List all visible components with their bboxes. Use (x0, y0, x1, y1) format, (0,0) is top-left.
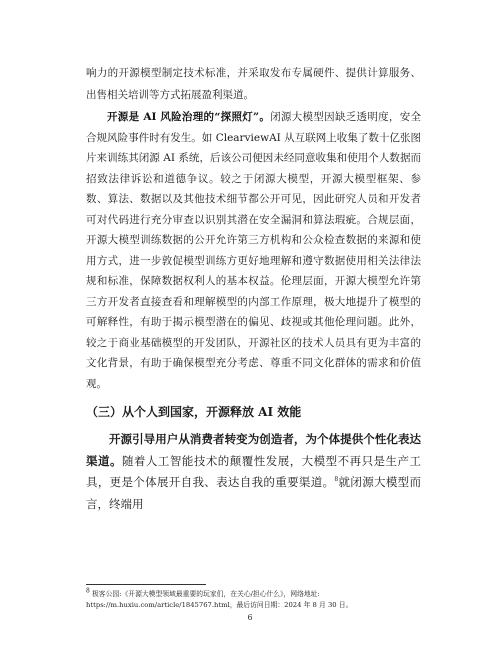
paragraph-tail: 就闭源大模型而言，终端用 (86, 475, 422, 511)
footnote-url[interactable]: https://m.huxiu.com/article/1845767.html，最后访问日期：2024 年 8 月 30 日。 (86, 601, 353, 609)
footnote (86, 589, 421, 611)
paragraph-lead: 开源是 AI 风险治理的“探照灯”。 (107, 111, 271, 123)
footnote-text: 极客公园:《开源大模型领域最重要的玩家们，在关心/担心什么》，网络地址: (92, 590, 320, 598)
footnote-ref[interactable]: 8 (334, 476, 339, 484)
footnote-number: 8 (86, 587, 90, 595)
paragraph-body: 闭源大模型因缺乏透明度，安全合规风险事件时有发生。如 ClearviewAI 从互联网上收集了数十亿张图片来训练其闭源 AI 系统，后该公司便因未经同意收集和使用个人数据而招致法律诉讼和道德争议。较之于闭源大模型，开源大模型框架、参数、算法、数据以及其他技术细节都公开可见，因此研究人员和开发者可对代码进行充分审查以识别其潜在安全漏洞和算法瑕疵。合规层面，开源大模型训练数据的公开允许第三方机构和公众检查数据的来源和使用方式，进一步敦促模型训练方更好地理解和遵守数据使用相关法律法规和标准，保障数据权利人的基本权益。伦理层面，开源大模型允许第三方开发者直接查看和理解模型的内部工作原理，极大地提升了模型的可解释性，有助于揭示模型潜在的偏见、歧视或其他伦理问题。此外，较之于商业基础模型的开发团队，开源社区的技术人员具有更为丰富的文化背景，有助于确保模型充分考虑、尊重不同文化群体的需求和价值观。 (86, 111, 422, 390)
paragraph-open-source-risk (86, 107, 421, 394)
footnote-divider (86, 584, 206, 585)
page-number: 6 (247, 613, 253, 622)
paragraph-lead: 开源引导用户从消费者转变为创造者，为个体提供个性化表达渠道。 (86, 432, 421, 468)
footnote-line (86, 589, 421, 600)
paragraph-continued: 响力的开源模型制定技术标准，并采取发布专属硬件、提供计算服务、出售相关培训等方式拓展盈利渠道。 (86, 67, 421, 101)
section-heading: （三）从个人到国家，开源释放 AI 效能 (86, 405, 302, 419)
paragraph-individual (86, 429, 421, 515)
paragraph-body: 随着人工智能技术的颠覆性发展，大模型不再只是生产工具，更是个体展开自我、表达自我的重要渠道。 (86, 453, 422, 489)
body-text (86, 62, 421, 515)
